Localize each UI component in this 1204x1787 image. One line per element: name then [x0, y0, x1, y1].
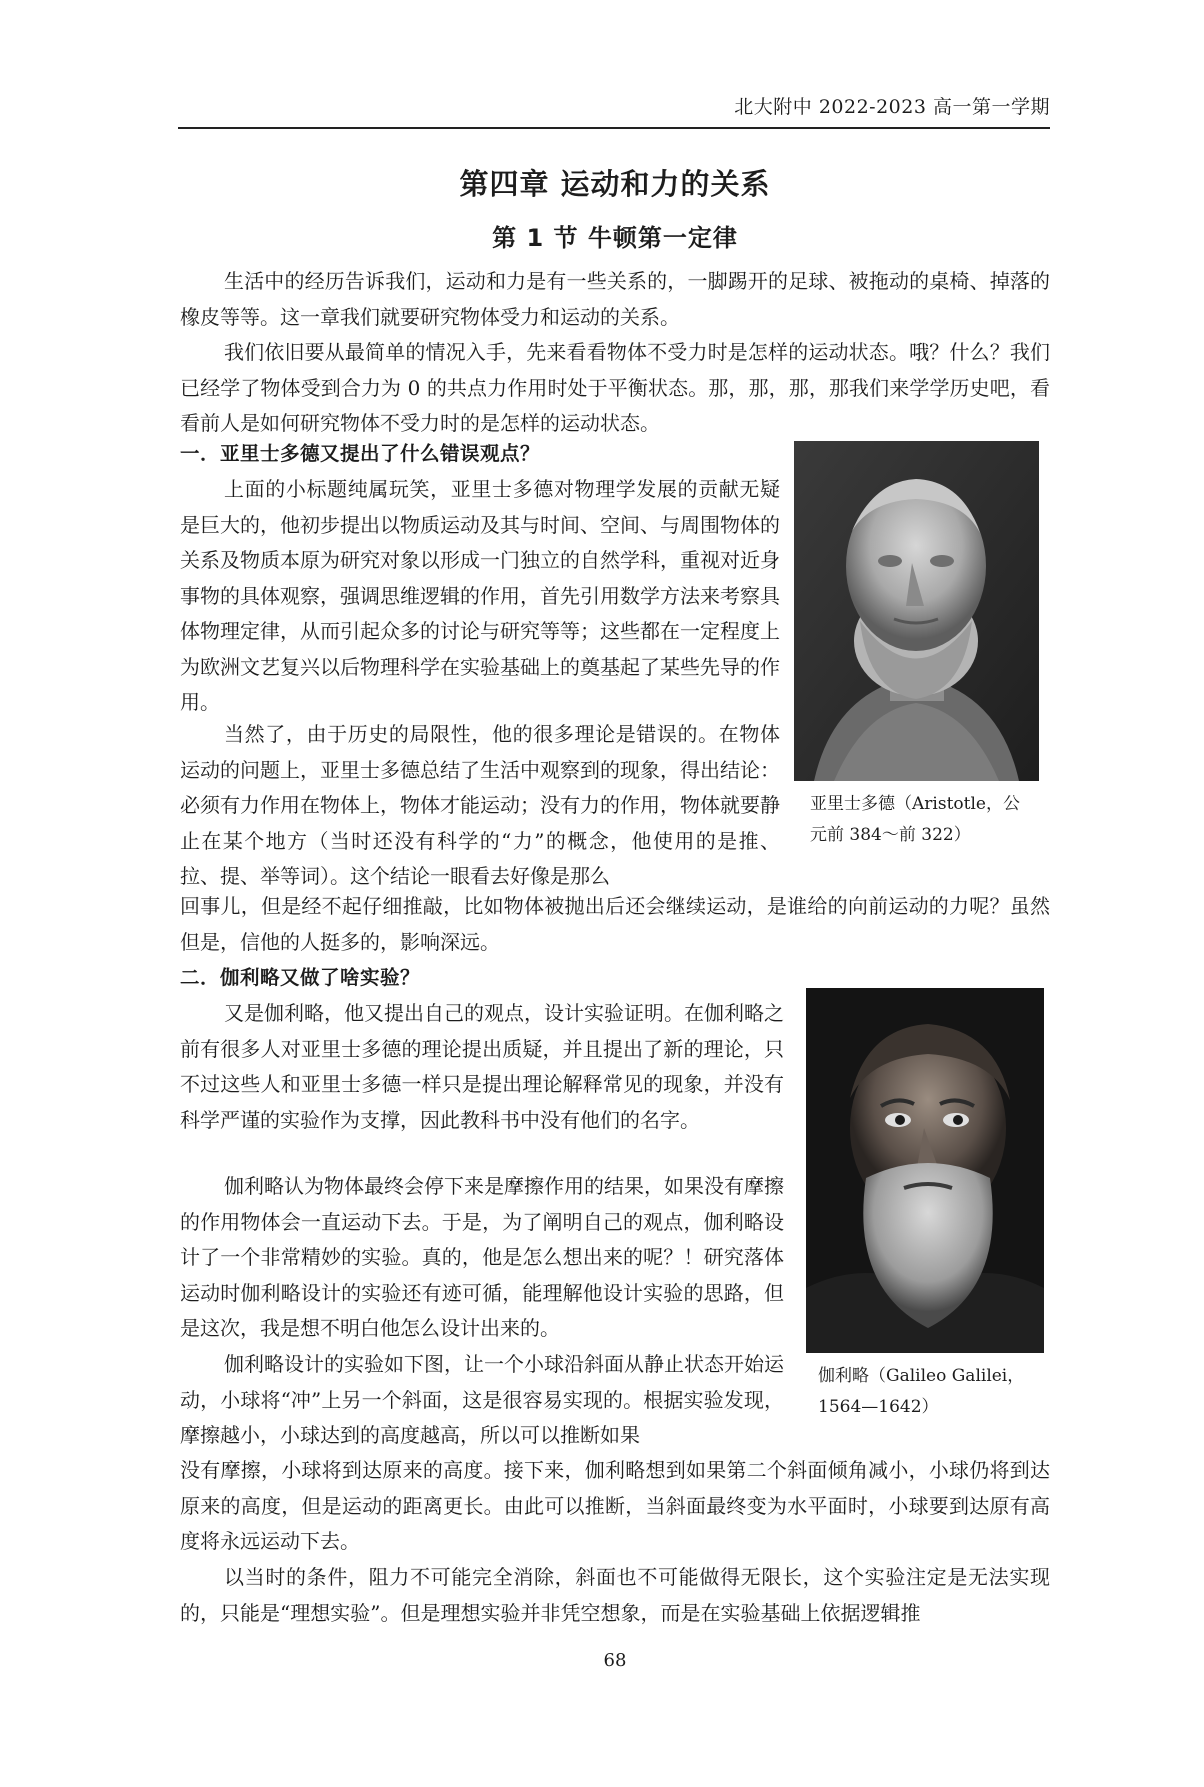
heading-aristotle: 一．亚里士多德又提出了什么错误观点？ [180, 442, 541, 465]
aristotle-paragraph-1: 上面的小标题纯属玩笑，亚里士多德对物理学发展的贡献无疑是巨大的，他初步提出以物质运动及其与时间、空间、与周围物体的关系及物质本原为研究对象以形成一门独立的自然学科，重视对近身事物的具体观察，强调思维逻辑的作用，首先引用数学方法来考察具体物理定律，从而引起众多的讨论与研究等等；这些都在一定程度上为欧洲文艺复兴以后物理科学在实验基础上的奠基起了某些先导的作用。 [180, 477, 780, 714]
intro-paragraph-1: 生活中的经历告诉我们，运动和力是有一些关系的，一脚踢开的足球、被拖动的桌椅、掉落的橡皮等等。这一章我们就要研究物体受力和运动的关系。 [180, 269, 1050, 329]
galileo-paragraph-2: 伽利略认为物体最终会停下来是摩擦作用的结果，如果没有摩擦的作用物体会一直运动下去。于是，为了阐明自己的观点，伽利略设计了一个非常精妙的实验。真的，他是怎么想出来的呢？！研究落体运动时伽利略设计的实验还有迹可循，能理解他设计实验的思路，但是这次，我是想不明白他怎么设计出来的。 [180, 1174, 784, 1340]
galileo-caption: 伽利略（Galileo Galilei，1564—1642） [818, 1366, 1025, 1417]
chapter-title: 第四章 运动和力的关系 [459, 167, 771, 201]
galileo-paragraph-3: 伽利略设计的实验如下图，让一个小球沿斜面从静止状态开始运动，小球将“冲”上另一个斜面，这是很容易实现的。根据实验发现，摩擦越小，小球达到的高度越高，所以可以推断如果 [180, 1352, 784, 1447]
running-header: 北大附中 2022-2023 高一第一学期 [734, 96, 1050, 118]
aristotle-caption: 亚里士多德（Aristotle，公元前 384～前 322） [810, 794, 1020, 845]
intro-paragraph-2: 我们依旧要从最简单的情况入手，先来看看物体不受力时是怎样的运动状态。哦？什么？我们已经学了物体受到合力为 0 的共点力作用时处于平衡状态。那，那，那，那我们来学学历史吧，看看前人是如何研究物体不受力时的是怎样的运动状态。 [180, 340, 1050, 435]
galileo-paragraph-1: 又是伽利略，他又提出自己的观点，设计实验证明。在伽利略之前有很多人对亚里士多德的理论提出质疑，并且提出了新的理论，只不过这些人和亚里士多德一样只是提出理论解释常见的现象，并没有科学严谨的实验作为支撑，因此教科书中没有他们的名字。 [180, 1001, 784, 1132]
galileo-portrait-photo [806, 988, 1044, 1353]
page-number: 68 [603, 1650, 627, 1671]
aristotle-paragraph-2: 当然了，由于历史的局限性，他的很多理论是错误的。在物体运动的问题上，亚里士多德总结了生活中观察到的现象，得出结论：必须有力作用在物体上，物体才能运动；没有力的作用，物体就要静止在某个地方（当时还没有科学的“力”的概念，他使用的是推、拉、提、举等词）。这个结论一眼看去好像是那么 [180, 722, 780, 888]
aristotle-paragraph-2-continued: 回事儿，但是经不起仔细推敲，比如物体被抛出后还会继续运动，是谁给的向前运动的力呢？虽然但是，信他的人挺多的，影响深远。 [180, 894, 1050, 954]
galileo-paragraph-3-continued: 没有摩擦，小球将到达原来的高度。接下来，伽利略想到如果第二个斜面倾角减小，小球仍将到达原来的高度，但是运动的距离更长。由此可以推断，当斜面最终变为水平面时，小球要到达原有高度将永远运动下去。 [180, 1458, 1050, 1553]
section-title: 第 1 节 牛顿第一定律 [492, 224, 738, 252]
header-divider [178, 127, 1050, 129]
heading-galileo: 二．伽利略又做了啥实验？ [180, 966, 421, 989]
aristotle-bust-photo [794, 441, 1039, 781]
galileo-paragraph-4: 以当时的条件，阻力不可能完全消除，斜面也不可能做得无限长，这个实验注定是无法实现的，只能是“理想实验”。但是理想实验并非凭空想象，而是在实验基础上依据逻辑推 [180, 1565, 1050, 1625]
